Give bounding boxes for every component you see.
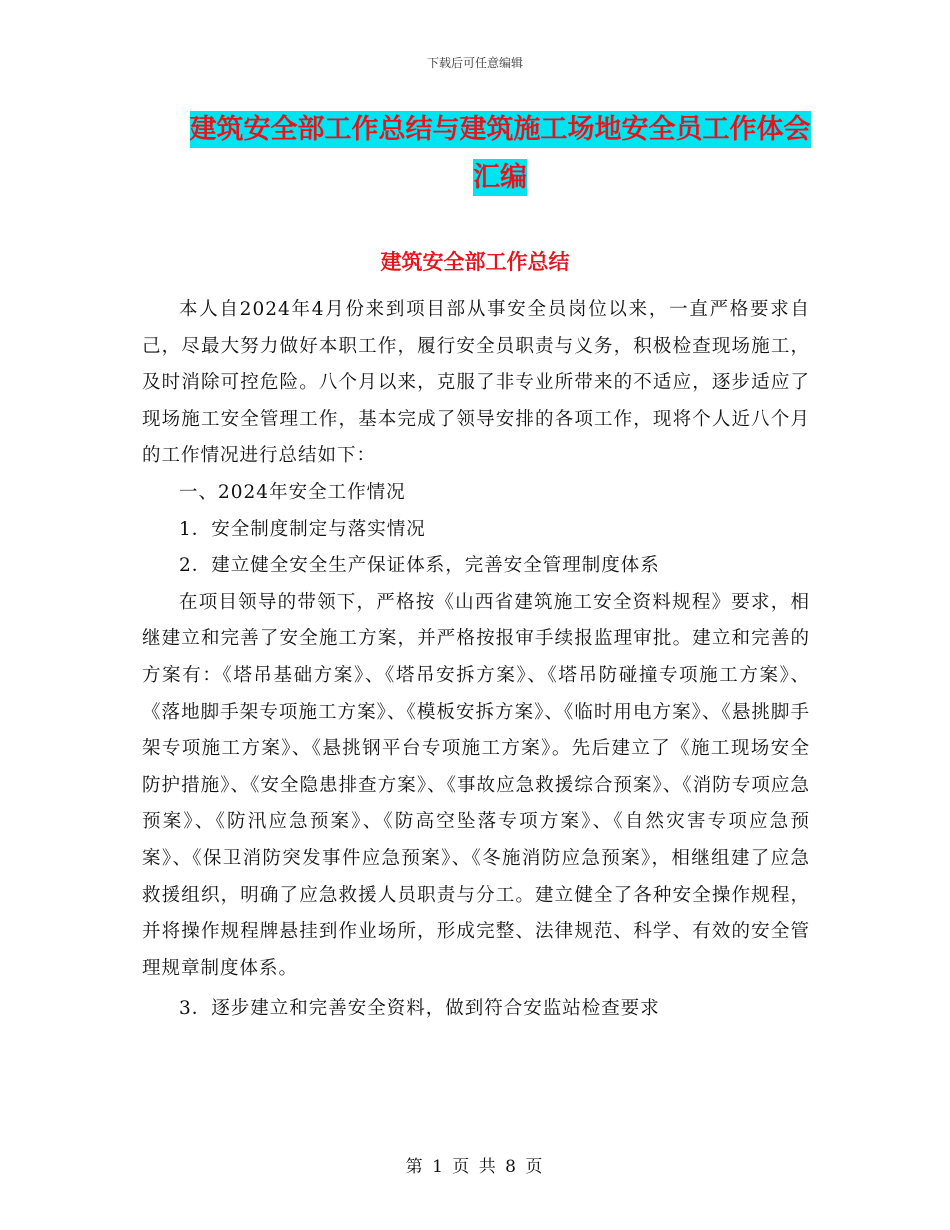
document-title-line2: 汇编 bbox=[473, 159, 527, 196]
section-title: 建筑安全部工作总结 bbox=[380, 250, 570, 274]
paragraph-heading-1: 一、2024年安全工作情况 bbox=[179, 481, 406, 503]
document-title-line1: 建筑安全部工作总结与建筑施工场地安全员工作体会 bbox=[190, 111, 811, 148]
paragraph-item-2: 2．建立健全安全生产保证体系，完善安全管理制度体系 bbox=[179, 555, 660, 577]
paragraph-intro: 本人自2024年4月份来到项目部从事安全员岗位以来，一直严格要求自己，尽最大努力做好本职工作，履行安全员职责与义务，积极检查现场施工，及时消除可控危险。八个月以来，克服了非专业所带来的不适应，逐步适应了现场施工安全管理工作，基本完成了领导安排的各项工作，现将个人近八个月的工作情况进行总结如下： bbox=[142, 299, 810, 467]
paragraph-item-1: 1．安全制度制定与落实情况 bbox=[179, 518, 426, 540]
paragraph-item-3: 3．逐步建立和完善安全资料，做到符合安监站检查要求 bbox=[179, 998, 660, 1020]
document-title bbox=[140, 106, 860, 202]
page-footer: 第 1 页 共 8 页 bbox=[405, 1157, 545, 1177]
document-body bbox=[142, 292, 810, 1028]
header-note: 下载后可任意编辑 bbox=[426, 56, 523, 70]
paragraph-plans: 在项目领导的带领下，严格按《山西省建筑施工安全资料规程》要求，相继建立和完善了安全施工方案，并严格按报审手续报监理审批。建立和完善的方案有：《塔吊基础方案》、《塔吊安拆方案》、《塔吊防碰撞专项施工方案》、《落地脚手架专项施工方案》、《模板安拆方案》、《临时用电方案》、《悬挑脚手架专项施工方案》、《悬挑钢平台专项施工方案》。先后建立了《施工现场安全防护措施》、《安全隐患排查方案》、《事故应急救援综合预案》、《消防专项应急预案》、《防汛应急预案》、《防高空坠落专项方案》、《自然灾害专项应急预案》、《保卫消防突发事件应急预案》、《冬施消防应急预案》，相继组建了应急救援组织，明确了应急救援人员职责与分工。建立健全了各种安全操作规程，并将操作规程牌悬挂到作业场所，形成完整、法律规范、科学、有效的安全管理规章制度体系。 bbox=[142, 591, 810, 979]
